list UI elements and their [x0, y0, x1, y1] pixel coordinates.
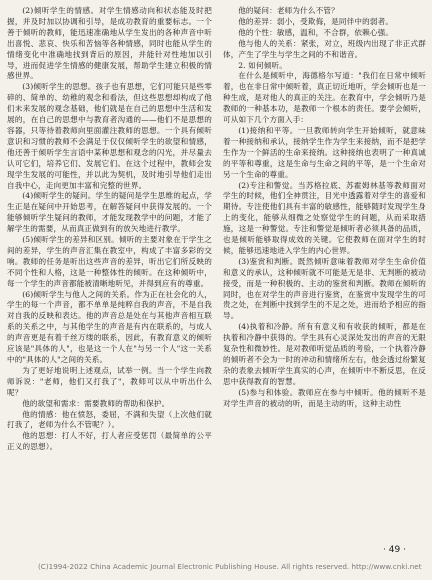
paragraph: (5)倾听学生的差异和区别。倾听的主要对象在于学生之间的差异，学生的声音汇集在教室中，构成了丰富多彩的交响。教师的任务是听出这些声音的差异，听出它们所反映的不同个性和人格，这是一种整体性的倾听。在这种倾听中，每一个学生的声音都能被清晰地听见，并得到应有的尊重。 — [7, 235, 212, 288]
left-column — [7, 6, 212, 453]
paragraph: (3)鉴赏和判断。既然倾听意味着教师对学生生命价值和意义的承认，这种倾听就不可能是无是非、无判断的被动接受，而是一种积极的、主动的鉴赏和判断。教师在倾听的同时，也在对学生的声音进行鉴赏，在鉴赏中发现学生的可贵之处，在判断中找到学生的不足之处，进而给予相应的指导。 — [223, 256, 426, 321]
section-heading: 2. 如何倾听。 — [238, 60, 288, 70]
paragraph: (2)专注和警觉。当苏格拉底、苏霍姆林基等教师面对学生的时候，他们全神贯注，目光中透露着对学生的喜爱和期待。专注使他们具有丰富的敏感性，能够随时发现学生身上的变化，能够从细微之处察觉学生的问题，从而采取措施，这是一种警觉。专注和警觉是倾听者必须具备的品质，也是倾听能够取得成效的关键。它使教师在面对学生的时候，能够迅速地进入学生的内心世界。 — [223, 180, 426, 255]
paragraph: (4)倾听学生的疑问。学生的疑问是学生思维的起点，学生正是在疑问中开始思考，在解答疑问中获得发展的。一个能够倾听学生疑问的教师，才能发现教学中的问题，才能了解学生的需要，从而真正做到有的放矢地进行教学。 — [7, 191, 212, 234]
paragraph: (6)倾听学生与他人之间的关系。作为正在社会化的人，学生的每一个声音，都不单单是纯粹自我的声音，不是自我对自我的反映和表达。他的声音总是处在与其他声音相互联系的关系之中，与其他学生的声音是有内在联系的，与成人的声音更是有着千丝万缕的联系，因此，有教育意义的倾听应该是"具体的人"，也是这一个人在"与另一个人"这一关系中的"具体的人"之间的关系。 — [7, 289, 212, 364]
paragraph: 他的疑问：老师为什么不管？ — [238, 6, 339, 15]
paragraph: 他的个性：敏感，温和，不合群，依赖心强。 — [238, 27, 394, 37]
paragraph: (1)接纳和平等。一旦教师转向学生开始倾听，就意味着一种接纳和承认，接纳学生作为学生来接纳，而不是把学生作为一个鲜活的生命来接纳。这种接纳也表明了一种真诚的平等和尊重，这是生命与生命之间的平等，是一个生命对另一个生命的尊重。 — [223, 125, 426, 179]
paragraph: (2)倾听学生的情感。对学生情感动向和状态能及时把握，并及时加以协调和引导，是成功教育的重要标志。一个善于倾听的教师，能迅速准确地从学生发出的各种声音中听出喜悦、悲哀、快乐和苦恼等各种情感，同时也能从学生的情绪变化中准确地找到背后的原因，并能针对性地加以引导，进而促进学生情感的健康发展，帮助学生建立积极的情感世界。 — [7, 6, 212, 81]
paragraph: 为了更好地说明上述观点，试举一例。当一个学生向教师诉说："老师，他们又打我了"，教师可以从中听出什么呢？ — [7, 365, 212, 397]
paragraph: (3)倾听学生的思想。孩子也有思想，它们可能只是些零碎的、简单的、幼稚的观念和看法，但这些思想却构成了他们未来发展的观念基础，他们就是在自己的思想中生活和发展的，在自己的思想中与教育者沟通的——他们不是思想的容器，只等待着教师向里面灌注教师的思想。一个具有倾听意识和习惯的教师不会满足于仅仅倾听学生的欲望和情感，他还善于倾听学生言语中某种思想和观念的闪光，并尽量去认可它们，培养它们、发展它们。在这个过程中，教师会发现学生发展的可能性，并以此为契机，及时地引导他们走出自我中心，走向更加丰富和完整的世界。 — [7, 82, 212, 190]
paragraph: 在什么是倾听中，海德格尔写道："我们在日常中倾听着，也在非日常中倾听着，真正切近地听，学会倾听也是一种生成，是对他人的真正的关注。在教育中，学会倾听乃是教师的一种基本功，是教师一个根本的责任。要学会倾听，可从如下几个方面入手： — [223, 71, 426, 125]
page-number: · 49 · — [383, 545, 406, 555]
paragraph: 他的欲望和需求：需要教师的帮助和保护。 — [22, 398, 170, 408]
copyright-footer: (C)1994-2022 China Academic Journal Electronic Publishing House. All rights reserved. http://www.cnki.net — [38, 562, 422, 571]
paragraph: 他的差异：弱小，受欺侮，是同伴中的弱者。 — [238, 16, 394, 26]
paragraph: 他的情感：他在愤怒，委屈，不满和失望（上次他们就打我了，老师为什么不管呢？）。 — [7, 409, 212, 430]
paragraph: 他与他人的关系：紧张，对立，班级内出现了非正式群体，产生了学生与学生之间的不和谐音。 — [223, 38, 426, 59]
paragraph: (5)参与和体验。教师应在参与中倾听。他的倾听不是对学生声音的被动的听，而是主动的听，这种主动性 — [223, 387, 426, 408]
paragraph: 他的思想：打人不好，打人者应受惩罚（最简单的公平正义的思想）。 — [7, 431, 212, 452]
right-column — [223, 6, 426, 410]
paragraph: (4)执着和冷静。所有有意义和有收获的倾听，都是在执着和冷静中获得的。学生具有心灵深处发出的声音的无限复杂性和微妙性。是对教师听觉品质的考验，一个执着冷静的倾听者不会为一时的冲动和情绪所左右，他会透过纷繁复杂的表象去倾听学生真实的心声，在倾听中不断反思，在反思中获得教育的智慧。 — [223, 322, 426, 386]
